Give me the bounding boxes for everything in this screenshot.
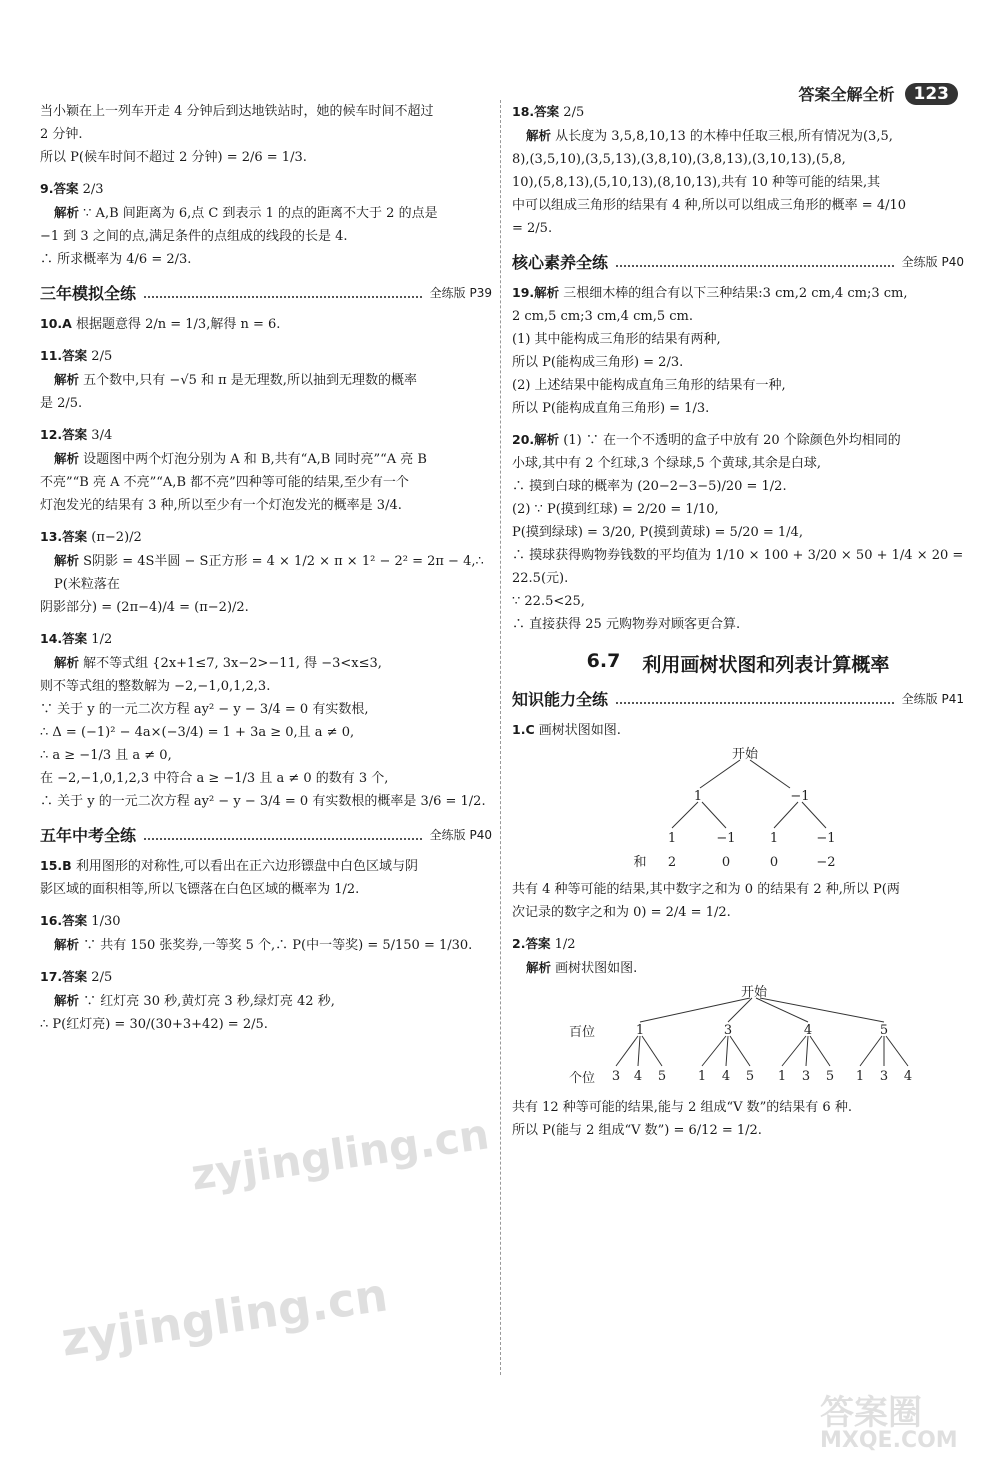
page-number: 123 xyxy=(905,83,959,105)
watermark: MXQE.COM xyxy=(820,1428,958,1453)
level-label: 百位 xyxy=(568,1025,596,1040)
q14-explain: 解析 解不等式组 {2x+1≤7, 3x−2>−11, 得 −3<x≤3, xyxy=(54,655,382,671)
tree-root: 开始 xyxy=(731,747,759,762)
text-line: −1 到 3 之间的点,满足条件的点组成的线段的长是 4. xyxy=(40,229,348,244)
q12-explain: 解析 设题图中两个灯泡分别为 A 和 B,共有“A,B 同时亮”“A 亮 B xyxy=(54,451,427,467)
tree-node: 1 xyxy=(667,831,677,846)
watermark: zyjingling.cn xyxy=(57,1267,391,1367)
sum-label: 和 xyxy=(633,855,647,870)
tree-node: 5 xyxy=(745,1069,755,1084)
q18-answer: 18.答案 2/5 xyxy=(512,104,585,120)
sum-value: −2 xyxy=(816,855,836,870)
tree-node: 4 xyxy=(903,1069,913,1084)
section-header: 核心素养全练 全练版 P40 xyxy=(512,253,964,272)
text-line: 灯泡发光的结果有 3 种,所以至少有一个灯泡发光的概率是 3/4. xyxy=(40,498,402,513)
tree-node: 1 xyxy=(769,831,779,846)
q16-explain: 解析 ∵ 共有 150 张奖券,一等奖 5 个,∴ P(中一等奖) = 5/150 = 1/30. xyxy=(54,937,473,953)
text-line: ∴ a ≥ −1/3 且 a ≠ 0, xyxy=(40,748,172,763)
text-line: 8),(3,5,10),(3,5,13),(3,8,10),(3,8,13),(3,10,13),(5,8, xyxy=(512,152,846,167)
q9-explain: 解析 ∵ A,B 间距离为 6,点 C 到表示 1 的点的距离不大于 2 的点是 xyxy=(54,205,438,221)
q11-explain: 解析 五个数中,只有 −√5 和 π 是无理数,所以抽到无理数的概率 xyxy=(54,372,417,388)
section-header: 五年中考全练 全练版 P40 xyxy=(40,826,492,845)
text-line: ∴ 所求概率为 4/6 = 2/3. xyxy=(40,252,192,267)
q2-explain: 解析 画树状图如图. xyxy=(526,960,638,976)
section-header: 知识能力全练 全练版 P41 xyxy=(512,690,964,709)
q13-answer: 13.答案 (π−2)/2 xyxy=(40,529,142,545)
tree-node: 3 xyxy=(801,1069,811,1084)
text-line: 阴影部分) = (2π−4)/4 = (π−2)/2. xyxy=(40,600,249,615)
text-line: 10),(5,8,13),(5,10,13),(8,10,13),共有 10 种等可能的结果,其 xyxy=(512,175,881,190)
text-line: 中可以组成三角形的结果有 4 种,所以可以组成三角形的概率 = 4/10 xyxy=(512,198,907,213)
text-line: = 2/5. xyxy=(512,221,553,236)
q17-explain: 解析 ∵ 红灯亮 30 秒,黄灯亮 3 秒,绿灯亮 42 秒, xyxy=(54,993,335,1009)
tree-root: 开始 xyxy=(740,985,768,1000)
q16-answer: 16.答案 1/30 xyxy=(40,913,121,929)
tree-node: 3 xyxy=(723,1023,733,1038)
text-line: 不亮”“B 亮 A 不亮”“A,B 都不亮”四种等可能的结果,至少有一个 xyxy=(40,475,409,490)
tree-node: 3 xyxy=(879,1069,889,1084)
tree-node: −1 xyxy=(816,831,836,846)
text-line: 小球,其中有 2 个红球,3 个绿球,5 个黄球,其余是白球, xyxy=(512,456,822,471)
text-line: 共有 4 种等可能的结果,其中数字之和为 0 的结果有 2 种,所以 P(两 xyxy=(512,882,900,897)
text-line: ∵ 22.5<25, xyxy=(512,594,585,609)
watermark: zyjingling.cn xyxy=(188,1109,493,1200)
q10: 10.A 根据题意得 2/n = 1/3,解得 n = 6. xyxy=(40,316,281,332)
text-line: 共有 12 种等可能的结果,能与 2 组成“V 数”的结果有 6 种. xyxy=(512,1100,852,1115)
text-line: 当小颖在上一列车开走 4 分钟后到达地铁站时，她的候车时间不超过 xyxy=(40,104,434,119)
text-line: 22.5(元). xyxy=(512,571,569,586)
sum-value: 2 xyxy=(667,855,677,870)
tree-node: 1 xyxy=(777,1069,787,1084)
tree-diagram-2 xyxy=(512,984,964,1092)
watermark: 答案圈 xyxy=(820,1393,922,1433)
q13-explain: 解析 S阴影 = 4S半圆 − S正方形 = 4 × 1/2 × π × 1² − 2² = 2π − 4,∴ P(米粒落在 xyxy=(54,553,484,592)
q14-answer: 14.答案 1/2 xyxy=(40,631,113,647)
tree-node: −1 xyxy=(716,831,736,846)
q12-answer: 12.答案 3/4 xyxy=(40,427,113,443)
text-line: ∴ 关于 y 的一元二次方程 ay² − y − 3/4 = 0 有实数根的概率是 3/6 = 1/2. xyxy=(40,794,486,809)
text-line: ∴ 摸到白球的概率为 (20−2−3−5)/20 = 1/2. xyxy=(512,479,787,494)
tree-node: 1 xyxy=(693,789,703,804)
tree-node: −1 xyxy=(790,789,810,804)
tree-node: 1 xyxy=(697,1069,707,1084)
text-line: (2) 上述结果中能构成直角三角形的结果有一种, xyxy=(512,378,786,393)
q1: 1.C 画树状图如图. xyxy=(512,722,621,738)
q11-answer: 11.答案 2/5 xyxy=(40,348,113,364)
text-line: ∴ Δ = (−1)² − 4a×(−3/4) = 1 + 3a ≥ 0,且 a ≠ 0, xyxy=(40,725,355,740)
tree-node: 5 xyxy=(879,1023,889,1038)
text-line: 次记录的数字之和为 0) = 2/4 = 1/2. xyxy=(512,905,731,920)
left-column xyxy=(40,100,492,1036)
text-line: 所以 P(能与 2 组成“V 数”) = 6/12 = 1/2. xyxy=(512,1123,762,1138)
text-line: ∴ 摸球获得购物券钱数的平均值为 1/10 × 100 + 3/20 × 50 + 1/4 × 20 = xyxy=(512,548,964,563)
text-line: (2) ∵ P(摸到红球) = 2/20 = 1/10, xyxy=(512,502,719,517)
text-line: ∴ P(红灯亮) = 30/(30+3+42) = 2/5. xyxy=(40,1017,268,1032)
header-title: 答案全解全析 xyxy=(798,85,895,104)
text-line: 在 −2,−1,0,1,2,3 中符合 a ≥ −1/3 且 a ≠ 0 的数有 3 个, xyxy=(40,771,389,786)
section-header: 三年模拟全练 全练版 P39 xyxy=(40,284,492,303)
sum-value: 0 xyxy=(769,855,779,870)
sum-value: 0 xyxy=(721,855,731,870)
q20: 20.解析 (1) ∵ 在一个不透明的盒子中放有 20 个除颜色外均相同的 xyxy=(512,432,901,448)
tree-node: 1 xyxy=(635,1023,645,1038)
text-line: 是 2/5. xyxy=(40,396,83,411)
q17-answer: 17.答案 2/5 xyxy=(40,969,113,985)
q18-explain: 解析 从长度为 3,5,8,10,13 的木棒中任取三根,所有情况为(3,5, xyxy=(526,128,893,144)
tree-node: 5 xyxy=(825,1069,835,1084)
chapter-title: 6.7 利用画树状图和列表计算概率 xyxy=(586,650,890,676)
text-line: (1) 其中能构成三角形的结果有两种, xyxy=(512,332,721,347)
tree-node: 5 xyxy=(657,1069,667,1084)
q19: 19.解析 三根细木棒的组合有以下三种结果:3 cm,2 cm,4 cm;3 cm, xyxy=(512,285,908,301)
text-line: P(摸到绿球) = 3/20, P(摸到黄球) = 5/20 = 1/4, xyxy=(512,525,803,540)
text-line: 则不等式组的整数解为 −2,−1,0,1,2,3. xyxy=(40,679,271,694)
level-label: 个位 xyxy=(568,1071,596,1086)
tree-node: 4 xyxy=(803,1023,813,1038)
q2-answer: 2.答案 1/2 xyxy=(512,936,576,952)
text-line: ∵ 关于 y 的一元二次方程 ay² − y − 3/4 = 0 有实数根, xyxy=(40,702,369,717)
text-line: ∴ 直接获得 25 元购物券对顾客更合算. xyxy=(512,617,741,632)
text-line: 所以 P(能构成三角形) = 2/3. xyxy=(512,355,684,370)
column-divider xyxy=(500,100,502,1375)
text-line: 影区域的面积相等,所以飞镖落在白色区域的概率为 1/2. xyxy=(40,882,360,897)
tree-node: 1 xyxy=(855,1069,865,1084)
text-line: 所以 P(候车时间不超过 2 分钟) = 2/6 = 1/3. xyxy=(40,150,307,165)
text-line: 2 cm,5 cm;3 cm,4 cm,5 cm. xyxy=(512,309,693,324)
tree-node: 3 xyxy=(611,1069,621,1084)
text-line: 所以 P(能构成直角三角形) = 1/3. xyxy=(512,401,710,416)
q9-answer: 9.答案 2/3 xyxy=(40,181,104,197)
tree-diagram-1 xyxy=(512,746,964,874)
tree-node: 4 xyxy=(721,1069,731,1084)
tree-node: 4 xyxy=(633,1069,643,1084)
right-column xyxy=(512,100,964,1142)
text-line: 2 分钟. xyxy=(40,127,83,142)
q15: 15.B 利用图形的对称性,可以看出在正六边形镖盘中白色区域与阴 xyxy=(40,858,418,874)
